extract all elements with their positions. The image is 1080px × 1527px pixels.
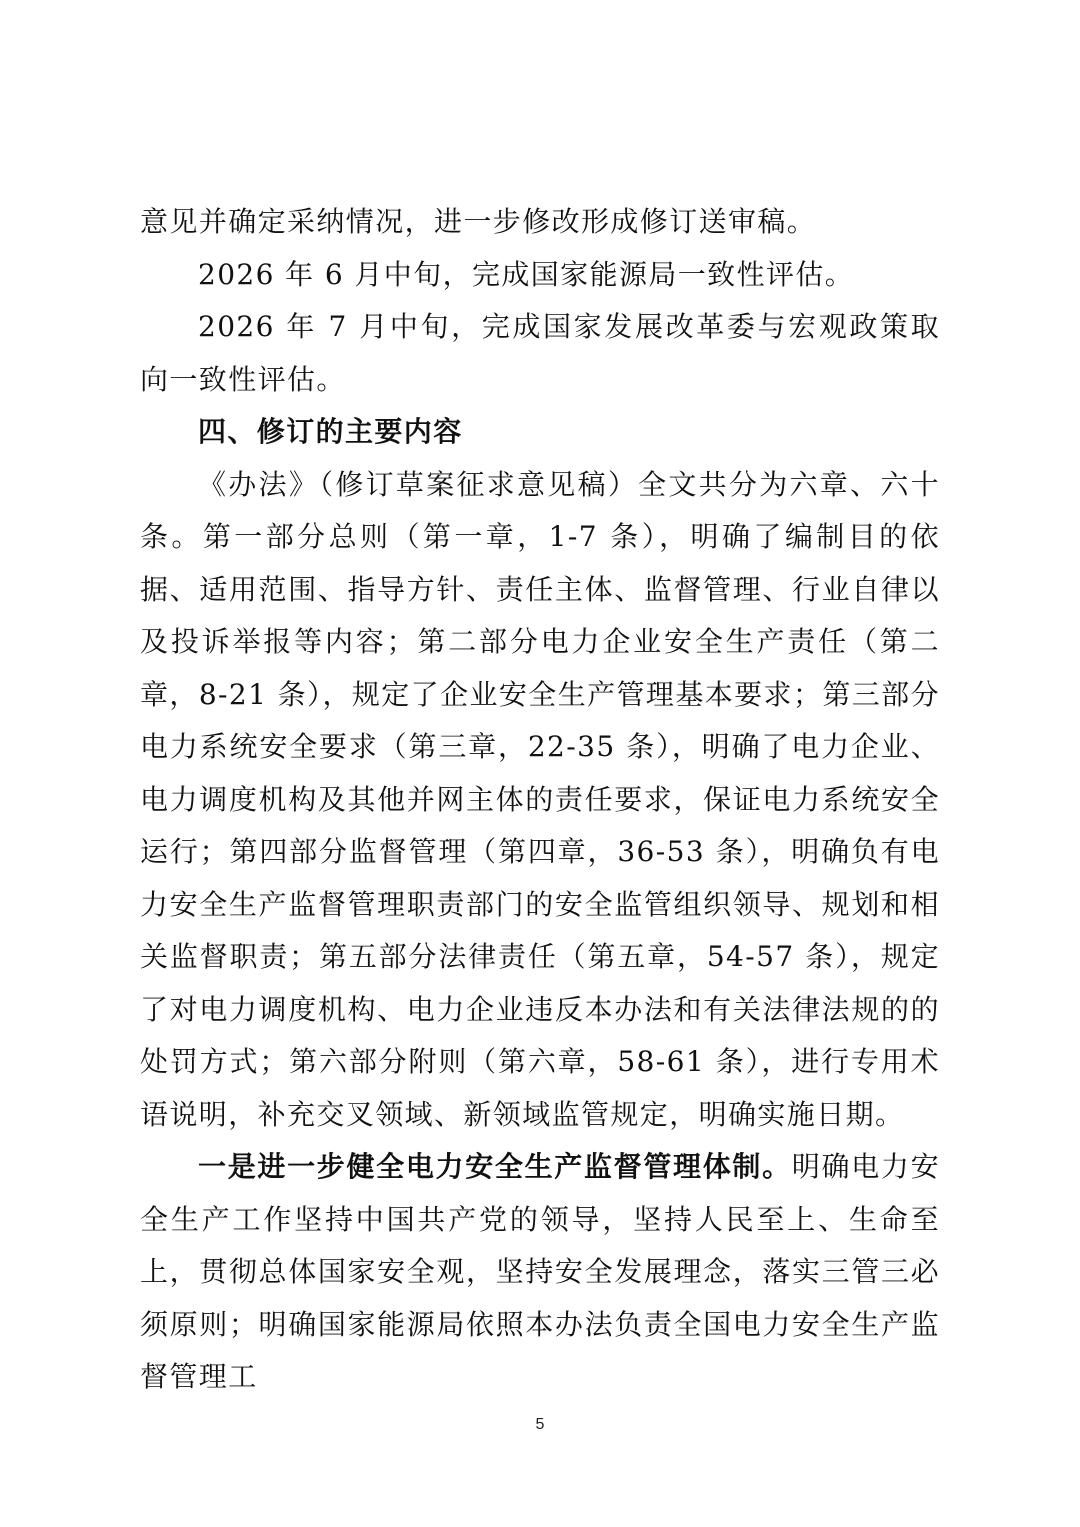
- paragraph-continuation: 意见并确定采纳情况，进一步修改形成修订送审稿。: [140, 205, 817, 238]
- page-number: 5: [535, 1416, 545, 1433]
- section-heading: 四、修订的主要内容: [198, 415, 463, 448]
- paragraph-point-one-lead: 一是进一步健全电力安全生产监督管理体制。: [198, 1150, 792, 1183]
- paragraph-schedule-july: 2026 年 7 月中旬，完成国家发展改革委与宏观政策取向一致性评估。: [140, 310, 940, 396]
- paragraph-point-one-body: 明确电力安全生产工作坚持中国共产党的领导，坚持人民至上、生命至上，贯彻总体国家安全观，坚持安全发展理念，落实三管三必须原则；明确国家能源局依照本办法负责全国电力安全生产监督管理工: [140, 1150, 940, 1393]
- paragraph-point-one: [140, 1141, 940, 1404]
- paragraph-main-content: 《办法》（修订草案征求意见稿）全文共分为六章、六十条。第一部分总则（第一章，1-7 条），明确了编制目的依据、适用范围、指导方针、责任主体、监督管理、行业自律以及投诉举报等内容；第二部分电力企业安全生产责任（第二章，8-21 条），规定了企业安全生产管理基本要求；第三部分电力系统安全要求（第三章，22-35 条），明确了电力企业、电力调度机构及其他并网主体的责任要求，保证电力系统安全运行；第四部分监督管理（第四章，36-53 条），明确负有电力安全生产监督管理职责部门的安全监管组织领导、规划和相关监督职责；第五部分法律责任（第五章，54-57 条），规定了对电力调度机构、电力企业违反本办法和有关法律法规的的处罚方式；第六部分附则（第六章，58-61 条），进行专用术语说明，补充交叉领域、新领域监管规定，明确实施日期。: [140, 467, 940, 1131]
- paragraph-schedule-june: 2026 年 6 月中旬，完成国家能源局一致性评估。: [198, 257, 855, 291]
- body-text: [140, 196, 940, 1404]
